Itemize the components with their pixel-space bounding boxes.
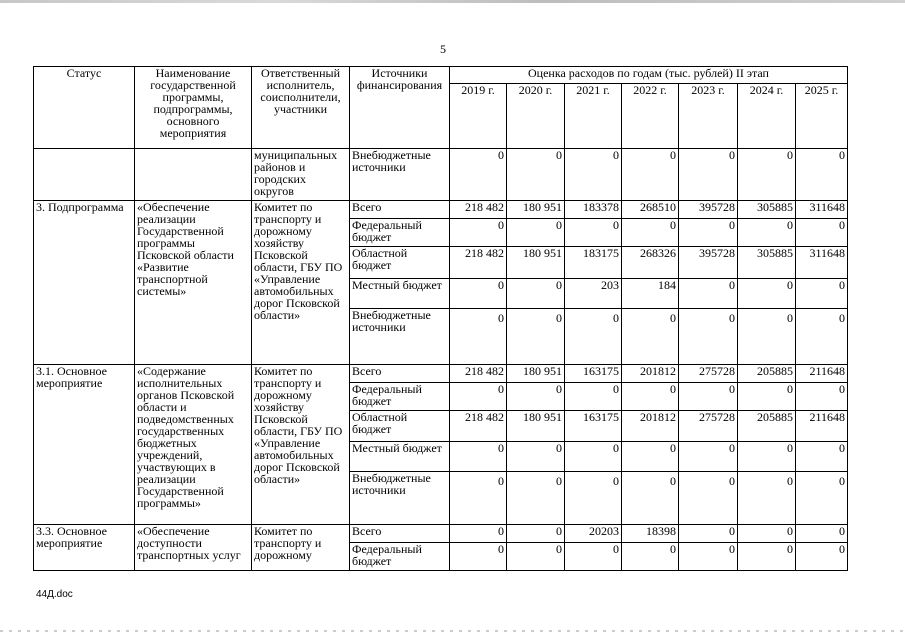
value-cell: 211648 (796, 365, 848, 383)
value-cell: 0 (679, 279, 738, 309)
value-cell: 0 (738, 279, 796, 309)
value-cell: 0 (622, 543, 679, 571)
header-year: 2021 г. (565, 84, 622, 149)
source-cell: Федеральный бюджет (350, 383, 450, 411)
value-cell: 163175 (565, 411, 622, 442)
status-cell: 3.3. Основное мероприятие (34, 525, 135, 571)
source-cell: Внебюджетные источники (350, 309, 450, 365)
value-cell: 0 (507, 309, 565, 365)
footer-filename: 44Д.doc (36, 589, 73, 600)
value-cell: 18398 (622, 525, 679, 543)
value-cell: 0 (738, 525, 796, 543)
value-cell: 0 (450, 219, 507, 247)
value-cell: 0 (796, 383, 848, 411)
header-row (34, 67, 848, 84)
executor-cell: Комитет по транспорту и дорожному хозяйству Псковской области, ГБУ ПО «Управление автомобильных дорог Псковской области» (252, 365, 350, 525)
value-cell: 205885 (738, 365, 796, 383)
table-row (34, 149, 848, 201)
value-cell: 218 482 (450, 411, 507, 442)
executor-cell: муниципальных районов и городских округов (252, 149, 350, 201)
header-executor: Ответственный исполнитель, соисполнители, участники (252, 67, 350, 149)
source-cell: Федеральный бюджет (350, 219, 450, 247)
value-cell: 0 (622, 383, 679, 411)
value-cell: 395728 (679, 247, 738, 279)
value-cell: 0 (796, 472, 848, 525)
name-cell: «Обеспечение реализации Государственной программы Псковской области «Развитие транспортной системы» (135, 201, 252, 365)
value-cell: 275728 (679, 365, 738, 383)
header-year: 2020 г. (507, 84, 565, 149)
value-cell: 205885 (738, 411, 796, 442)
value-cell: 311648 (796, 201, 848, 219)
value-cell: 0 (679, 219, 738, 247)
name-cell (135, 149, 252, 201)
value-cell: 180 951 (507, 201, 565, 219)
value-cell: 0 (450, 525, 507, 543)
source-cell: Внебюджетные источники (350, 472, 450, 525)
table-row (34, 201, 848, 219)
value-cell: 0 (622, 472, 679, 525)
value-cell: 0 (450, 543, 507, 571)
header-status: Статус (34, 67, 135, 149)
value-cell: 0 (738, 442, 796, 472)
source-cell: Областной бюджет (350, 247, 450, 279)
value-cell: 183378 (565, 201, 622, 219)
header-year: 2019 г. (450, 84, 507, 149)
scan-edge-top (0, 0, 905, 3)
value-cell: 180 951 (507, 247, 565, 279)
value-cell: 0 (796, 219, 848, 247)
value-cell: 218 482 (450, 247, 507, 279)
value-cell: 275728 (679, 411, 738, 442)
value-cell: 0 (796, 543, 848, 571)
value-cell: 0 (507, 279, 565, 309)
value-cell: 218 482 (450, 365, 507, 383)
expenses-table (33, 66, 848, 571)
value-cell: 0 (507, 525, 565, 543)
value-cell: 180 951 (507, 365, 565, 383)
value-cell: 0 (622, 309, 679, 365)
value-cell: 268326 (622, 247, 679, 279)
status-cell: 3.1. Основное мероприятие (34, 365, 135, 525)
value-cell: 0 (507, 149, 565, 201)
source-cell: Областной бюджет (350, 411, 450, 442)
value-cell: 0 (565, 442, 622, 472)
executor-cell: Комитет по транспорту и дорожному (252, 525, 350, 571)
value-cell: 20203 (565, 525, 622, 543)
value-cell: 203 (565, 279, 622, 309)
source-cell: Местный бюджет (350, 442, 450, 472)
value-cell: 0 (738, 149, 796, 201)
value-cell: 0 (796, 279, 848, 309)
name-cell: «Содержание исполнительных органов Псковской области и подведомственных государственных бюджетных учреждений, участвующих в реализации Государственной программы» (135, 365, 252, 525)
header-name: Наименование государственной программы, подпрограммы, основного мероприятия (135, 67, 252, 149)
value-cell: 0 (679, 472, 738, 525)
value-cell: 0 (679, 149, 738, 201)
page-number: 5 (440, 42, 446, 56)
source-cell: Местный бюджет (350, 279, 450, 309)
value-cell: 0 (738, 543, 796, 571)
value-cell: 0 (565, 309, 622, 365)
name-cell: «Обеспечение доступности транспортных услуг (135, 525, 252, 571)
value-cell: 0 (507, 472, 565, 525)
value-cell: 395728 (679, 201, 738, 219)
value-cell: 0 (679, 383, 738, 411)
value-cell: 305885 (738, 247, 796, 279)
value-cell: 0 (507, 442, 565, 472)
value-cell: 0 (565, 149, 622, 201)
value-cell: 0 (565, 383, 622, 411)
value-cell: 0 (450, 309, 507, 365)
value-cell: 268510 (622, 201, 679, 219)
value-cell: 183175 (565, 247, 622, 279)
value-cell: 0 (738, 472, 796, 525)
source-cell: Всего (350, 201, 450, 219)
value-cell: 0 (450, 279, 507, 309)
value-cell: 0 (679, 543, 738, 571)
value-cell: 0 (450, 149, 507, 201)
value-cell: 0 (622, 219, 679, 247)
value-cell: 0 (796, 149, 848, 201)
table-row (34, 365, 848, 383)
executor-cell: Комитет по транспорту и дорожному хозяйству Псковской области, ГБУ ПО «Управление автомобильных дорог Псковской области» (252, 201, 350, 365)
value-cell: 201812 (622, 365, 679, 383)
value-cell: 0 (679, 309, 738, 365)
value-cell: 0 (679, 442, 738, 472)
header-year: 2024 г. (738, 84, 796, 149)
header-sources: Источники финансирования (350, 67, 450, 149)
value-cell: 0 (507, 383, 565, 411)
header-estimate: Оценка расходов по годам (тыс. рублей) II этап (450, 67, 848, 84)
value-cell: 0 (738, 219, 796, 247)
header-year: 2025 г. (796, 84, 848, 149)
value-cell: 0 (565, 219, 622, 247)
value-cell: 201812 (622, 411, 679, 442)
value-cell: 0 (738, 309, 796, 365)
scan-edge-bottom (0, 630, 905, 632)
source-cell: Внебюджетные источники (350, 149, 450, 201)
value-cell: 0 (796, 442, 848, 472)
value-cell: 305885 (738, 201, 796, 219)
value-cell: 0 (450, 472, 507, 525)
value-cell: 218 482 (450, 201, 507, 219)
value-cell: 211648 (796, 411, 848, 442)
value-cell: 180 951 (507, 411, 565, 442)
value-cell: 0 (796, 525, 848, 543)
value-cell: 0 (565, 472, 622, 525)
table-row (34, 525, 848, 543)
value-cell: 311648 (796, 247, 848, 279)
value-cell: 0 (507, 219, 565, 247)
source-cell: Федеральный бюджет (350, 543, 450, 571)
value-cell: 0 (565, 543, 622, 571)
status-cell (34, 149, 135, 201)
value-cell: 184 (622, 279, 679, 309)
header-year: 2022 г. (622, 84, 679, 149)
header-year: 2023 г. (679, 84, 738, 149)
source-cell: Всего (350, 365, 450, 383)
value-cell: 0 (450, 383, 507, 411)
value-cell: 0 (738, 383, 796, 411)
source-cell: Всего (350, 525, 450, 543)
status-cell: 3. Подпрограмма (34, 201, 135, 365)
value-cell: 0 (622, 442, 679, 472)
value-cell: 0 (622, 149, 679, 201)
value-cell: 0 (796, 309, 848, 365)
value-cell: 163175 (565, 365, 622, 383)
value-cell: 0 (450, 442, 507, 472)
value-cell: 0 (679, 525, 738, 543)
value-cell: 0 (507, 543, 565, 571)
